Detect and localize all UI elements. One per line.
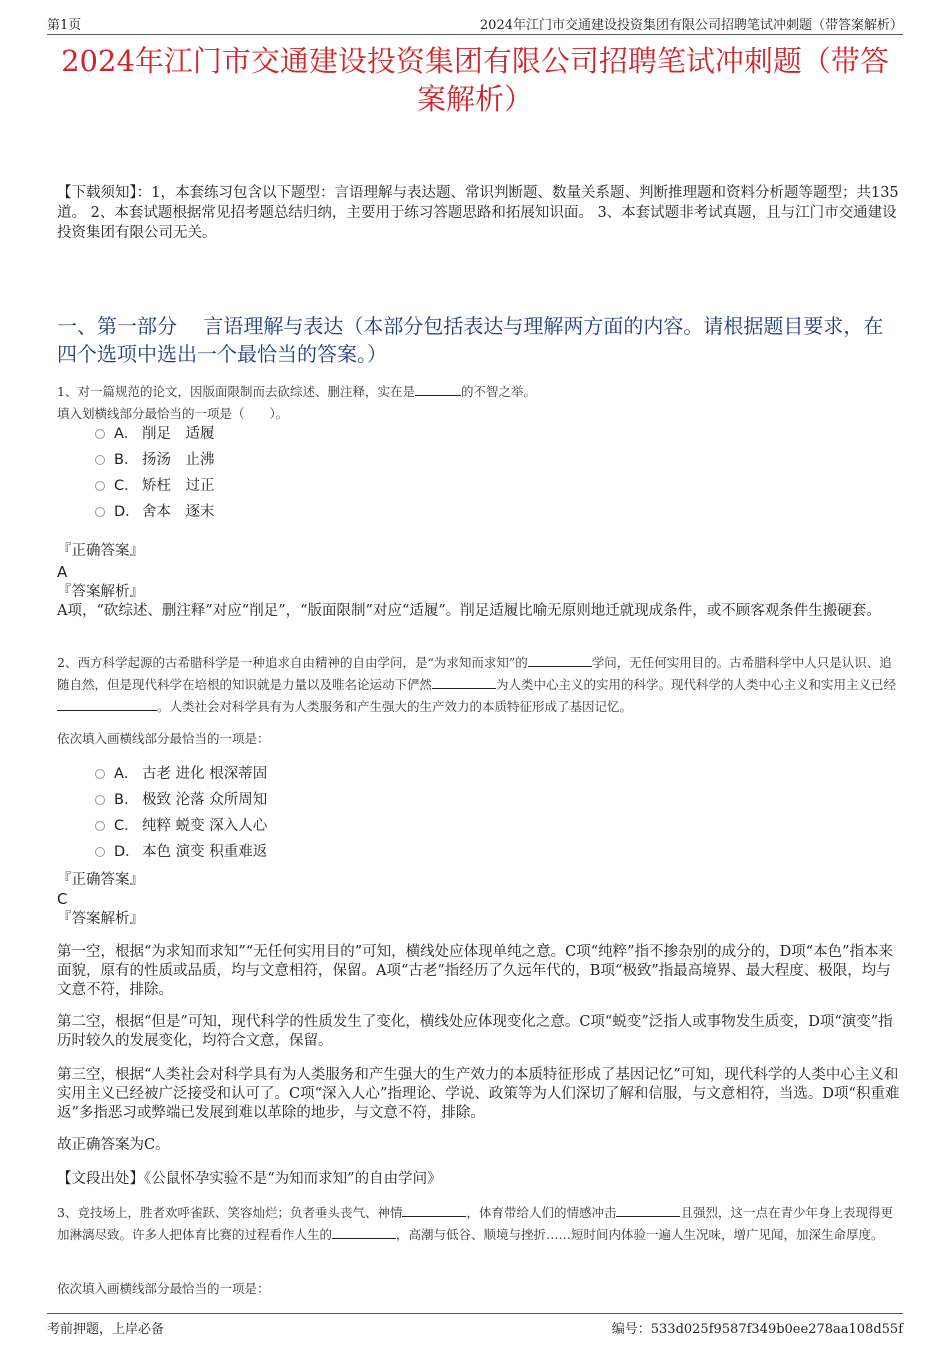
question-1-options	[95, 421, 215, 525]
download-notice: 【下载须知】：1，本套练习包含以下题型：言语理解与表达题、常识判断题、数量关系题、判断推理题和资料分析题等题型；共135道。 2、本套试题根据常见招考题总结归纳，主要用于练习答题思路和拓展知识面。 3、本套试题非考试真题，且与江门市交通建设投资集团有限公司无关。	[57, 185, 899, 241]
analysis-paragraph-3: 第三空，根据“人类社会对科学具有为人类服务和产生强大的生产效力的本质特征形成了基因记忆”可知，现代科学的人类中心主义和实用主义已经被广泛接受和认可了。C项“深入人心”指理论、学说、政策等为人们深切了解和信服，与文意相符，当选。D项“积重难返”多指恶习或弊端已发展到难以革除的地步，与文意不符，排除。	[57, 1067, 900, 1121]
question-3-stem: 3、竞技场上，胜者欢呼雀跃、笑容灿烂；负者垂头丧气、神情 ，体育带给人们的情感冲击 且强烈，这一点在青少年身上表现得更加淋漓尽致。许多人把体育比赛的过程看作人生的 ，高潮与低谷、顺境与挫折……短时间内体验一遍人生况味，增广见闻，加深生命厚度。	[57, 1205, 893, 1242]
answer-value: C	[57, 890, 68, 908]
fill-blank	[528, 653, 592, 667]
analysis-text: A项，“砍综述、删注释”对应“削足”，“版面限制”对应“适履”。削足适履比喻无原则地迁就现成条件，或不顾客观条件生搬硬套。	[57, 603, 881, 619]
radio-icon[interactable]	[95, 455, 105, 465]
instruction: 依次填入画横线部分最恰当的一项是：	[57, 1281, 270, 1296]
page-title: 2024年江门市交通建设投资集团有限公司招聘笔试冲刺题（带答案解析）	[61, 44, 889, 116]
analysis-label: 『答案解析』	[57, 584, 144, 600]
option-b[interactable]: B． 扬汤 止沸	[95, 447, 215, 473]
footer-slogan: 考前押题，上岸必备	[47, 1322, 165, 1337]
question-2-options	[95, 761, 267, 865]
fill-blank	[332, 1225, 396, 1239]
radio-icon[interactable]	[95, 847, 105, 857]
radio-icon[interactable]	[95, 795, 105, 805]
conclusion: 故正确答案为C。	[57, 1137, 170, 1153]
answer-label: 『正确答案』	[57, 543, 144, 559]
analysis-paragraph-1: 第一空，根据“为求知而求知”“无任何实用目的”可知，横线处应体现单纯之意。C项“纯粹”指不掺杂别的成分的，D项“本色”指本来面貌，原有的性质或品质，均与文意相符，保留。A项“古老”指经历了久远年代的，B项“极致”指最高境界、最大程度、极限，均与文意不符，排除。	[57, 944, 894, 998]
question-1-stem: 1、对一篇规范的论文，因版面限制而去砍综述、删注释，实在是 的不智之举。 填入划横线部分最恰当的一项是（ ）。	[57, 384, 536, 421]
option-c[interactable]: C． 矫枉 过正	[95, 473, 215, 499]
source-note: 【文段出处】《公鼠怀孕实验不是“为知而求知”的自由学问》	[57, 1171, 442, 1187]
fill-blank	[616, 1203, 680, 1217]
page-footer	[47, 1313, 903, 1337]
option-a[interactable]: A． 削足 适履	[95, 421, 215, 447]
fill-blank	[57, 697, 157, 711]
option-b[interactable]: B． 极致 沦落 众所周知	[95, 787, 267, 813]
analysis-label: 『答案解析』	[57, 911, 144, 927]
option-a[interactable]: A． 古老 进化 根深蒂固	[95, 761, 267, 787]
option-d[interactable]: D． 本色 演变 积重难返	[95, 839, 267, 865]
answer-value: A	[57, 563, 68, 581]
question-2-stem: 2、西方科学起源的古希腊科学是一种追求自由精神的自由学问，是“为求知而求知”的 学问，无任何实用目的。古希腊科学中人只是认识、追随自然，但是现代科学在培根的知识就是力量以及唯名论运动下俨然 为人类中心主义的实用的科学。现代科学的人类中心主义和实用主义已经。人类社会对科学具有为人类服务和产生强大的生产效力的本质特征形成了基因记忆。	[57, 655, 897, 714]
radio-icon[interactable]	[95, 507, 105, 517]
page-number: 第1页	[47, 18, 82, 33]
header-doc-title: 2024年江门市交通建设投资集团有限公司招聘笔试冲刺题（带答案解析）	[479, 18, 903, 33]
radio-icon[interactable]	[95, 769, 105, 779]
instruction: 依次填入画横线部分最恰当的一项是：	[57, 731, 270, 746]
option-c[interactable]: C． 纯粹 蜕变 深入人心	[95, 813, 267, 839]
fill-blank	[402, 1203, 466, 1217]
option-d[interactable]: D． 舍本 逐末	[95, 499, 215, 525]
radio-icon[interactable]	[95, 429, 105, 439]
radio-icon[interactable]	[95, 481, 105, 491]
radio-icon[interactable]	[95, 821, 105, 831]
answer-label: 『正确答案』	[57, 872, 144, 888]
page-header	[47, 14, 903, 35]
fill-blank	[415, 382, 461, 396]
section-heading: 一、第一部分 言语理解与表达（本部分包括表达与理解两方面的内容。请根据题目要求，在四个选项中选出一个最恰当的答案。）	[57, 314, 884, 366]
fill-blank	[432, 675, 496, 689]
document-id: 编号：533d025f9587f349b0ee278aa108d55f	[611, 1322, 903, 1337]
analysis-paragraph-2: 第二空，根据“但是”可知，现代科学的性质发生了变化，横线处应体现变化之意。C项“蜕变”泛指人或事物发生质变，D项“演变”指历时较久的发展变化，均符合文意，保留。	[57, 1014, 893, 1049]
